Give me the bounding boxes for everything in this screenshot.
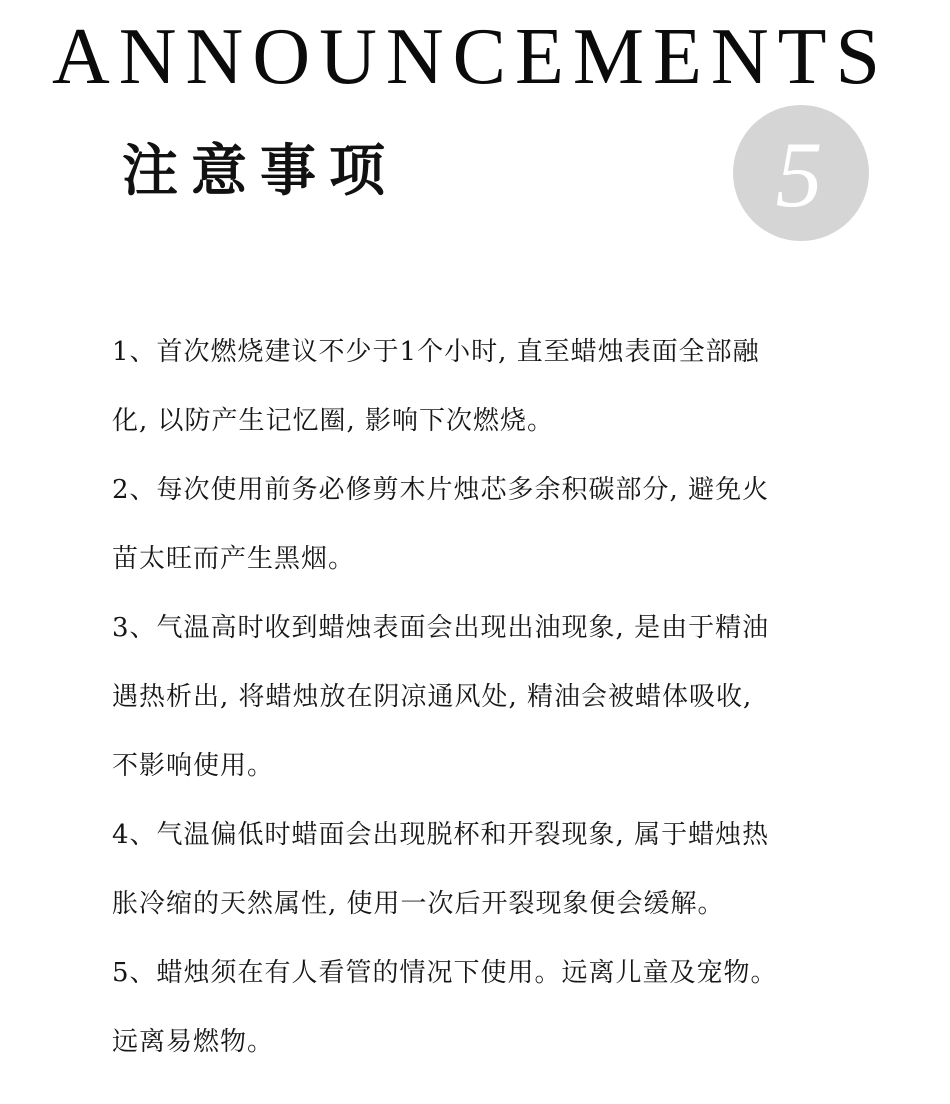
page-title-english: ANNOUNCEMENTS	[52, 13, 889, 101]
section-number: 5	[775, 123, 823, 227]
notes-list	[112, 318, 872, 1077]
section-number-badge	[733, 105, 869, 241]
note-item-2: 2、每次使用前务必修剪木片烛芯多余积碳部分, 避免火 苗太旺而产生黑烟。	[112, 475, 770, 574]
page-title-chinese: 注意事项	[122, 138, 398, 204]
note-item-3: 3、气温高时收到蜡烛表面会出现出油现象, 是由于精油 遇热析出, 将蜡烛放在阴凉通风处, 精油会被蜡体吸收, 不影响使用。	[112, 613, 770, 781]
note-item-5: 5、蜡烛须在有人看管的情况下使用。远离儿童及宠物。 远离易燃物。	[112, 958, 778, 1057]
note-item-1: 1、首次燃烧建议不少于1个小时, 直至蜡烛表面全部融 化, 以防产生记忆圈, 影响下次燃烧。	[112, 337, 760, 436]
note-item-4: 4、气温偏低时蜡面会出现脱杯和开裂现象, 属于蜡烛热 胀冷缩的天然属性, 使用一次后开裂现象便会缓解。	[112, 820, 770, 919]
